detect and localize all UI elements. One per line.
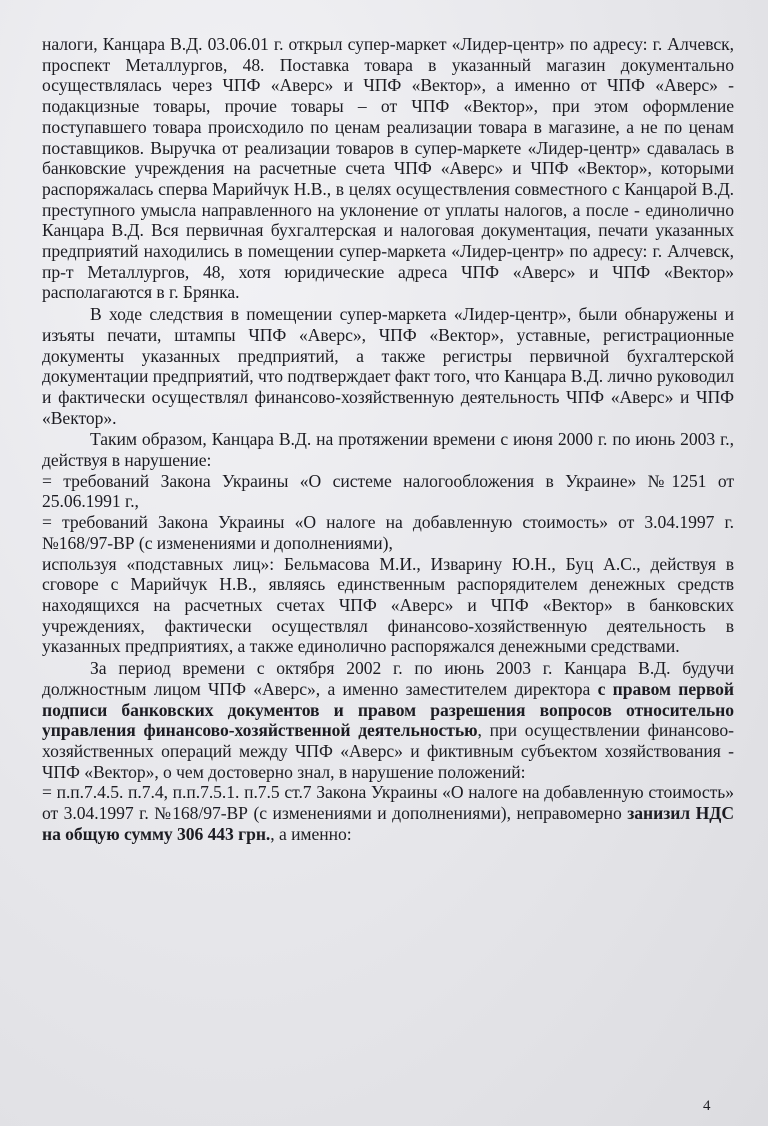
paragraph-text: налоги, Канцара В.Д. 03.06.01 г. открыл супер-маркет «Лидер-центр» по адресу: г. Алчевск, проспект Металлургов, 48. Поставка товара в указанный магазин документально осуществлялась через ЧПФ «Аверс» и ЧПФ «Вектор», а именно от ЧПФ «Аверс» - подакцизные товары, прочие товары – от ЧПФ «Вектор», при этом оформление поступавшего товара происходило по ценам реализации товара в магазине, а не по ценам поставщиков. Выручка от реализации товаров в супер-маркете «Лидер-центр» сдавалась в банковские учреждения на расчетные счета ЧПФ «Аверс» и ЧПФ «Вектор», которыми распоряжалась сперва Марийчук Н.В., в целях осуществления совместного с Канцарой В.Д. преступного умысла направленного на уклонение от уплаты налогов, а после - единолично Канцара В.Д. Вся первичная бухгалтерская и налоговая документация, печати указанных предприятий находились в помещении супер-маркета «Лидер-центр» по адресу: г. Алчевск, пр-т Металлургов, 48, хотя юридические адреса ЧПФ «Аверс» и ЧПФ «Вектор» располагаются в г. Брянка. xyxy=(42,34,734,303)
paragraph-text: В ходе следствия в помещении супер-маркета «Лидер-центр», были обнаружены и изъяты печати, штампы ЧПФ «Аверс», ЧПФ «Вектор», уставные, регистрационные документы указанных предприятий, а также регистры первичной бухгалтерской документации предприятий, что подтверждает факт того, что Канцара В.Д. лично руководил и фактически осуществлял финансово-хозяйственную деятельность ЧПФ «Аверс» и ЧПФ «Вектор». xyxy=(42,304,734,428)
paragraph-1 xyxy=(42,34,734,303)
paragraph-text: = п.п.7.4.5. п.7.4, п.п.7.5.1. п.7.5 ст.7 Закона Украины «О налоге на добавленную стоимость» от 3.04.1997 г. №168/97-ВР (с изменениями и дополнениями), неправомерно xyxy=(42,782,734,824)
paragraph-text: = требований Закона Украины «О налоге на добавленную стоимость» от 3.04.1997 г. №168/97-ВР (с изменениями и дополнениями), xyxy=(42,512,734,553)
paragraph-7 xyxy=(42,658,734,782)
paragraph-text: Таким образом, Канцара В.Д. на протяжении времени с июня 2000 г. по июнь 2003 г., действуя в нарушение: xyxy=(42,429,734,471)
paragraph-text: За период времени с октября 2002 г. по июнь 2003 г. Канцара В.Д. будучи должностным лицом ЧПФ «Аверс», а именно заместителем директора xyxy=(42,658,734,699)
page-number: 4 xyxy=(703,1098,711,1114)
paragraph-5 xyxy=(42,512,734,553)
paragraph-text: = требований Закона Украины «О системе налогообложения в Украине» №1251 от 25.06.1991 г., xyxy=(42,470,734,512)
paragraph-6 xyxy=(42,554,734,658)
paragraph-text: , при осуществлении финансово-хозяйственных операций между ЧПФ «Аверс» и фиктивным субъектом хозяйствования - ЧПФ «Вектор», о чем достоверно знал, в нарушение положений: xyxy=(42,720,734,782)
paragraph-8 xyxy=(42,782,734,844)
paragraph-bold-text: с правом первой подписи банковских документов и правом разрешения вопросов относительно управления финансово-хозяйственной деятельностью xyxy=(42,678,734,741)
paragraph-3 xyxy=(42,429,734,470)
paragraph-4 xyxy=(42,471,734,512)
paragraph-text: , а именно: xyxy=(270,823,352,844)
paragraph-2 xyxy=(42,304,734,428)
paragraph-text: используя «подставных лиц»: Бельмасова М.И., Изварину Ю.Н., Буц А.С., действуя в сговоре с Марийчук Н.В., являясь единственным распорядителем денежных средств находящихся на расчетных счетах ЧПФ «Аверс» и ЧПФ «Вектор» в банковских учреждениях, фактически осуществлял финансово-хозяйственную деятельность в указанных предприятиях, а также единолично распоряжался денежными средствами. xyxy=(42,553,734,657)
paragraph-bold-text: занизил НДС на общую сумму 306 443 грн. xyxy=(42,803,734,844)
